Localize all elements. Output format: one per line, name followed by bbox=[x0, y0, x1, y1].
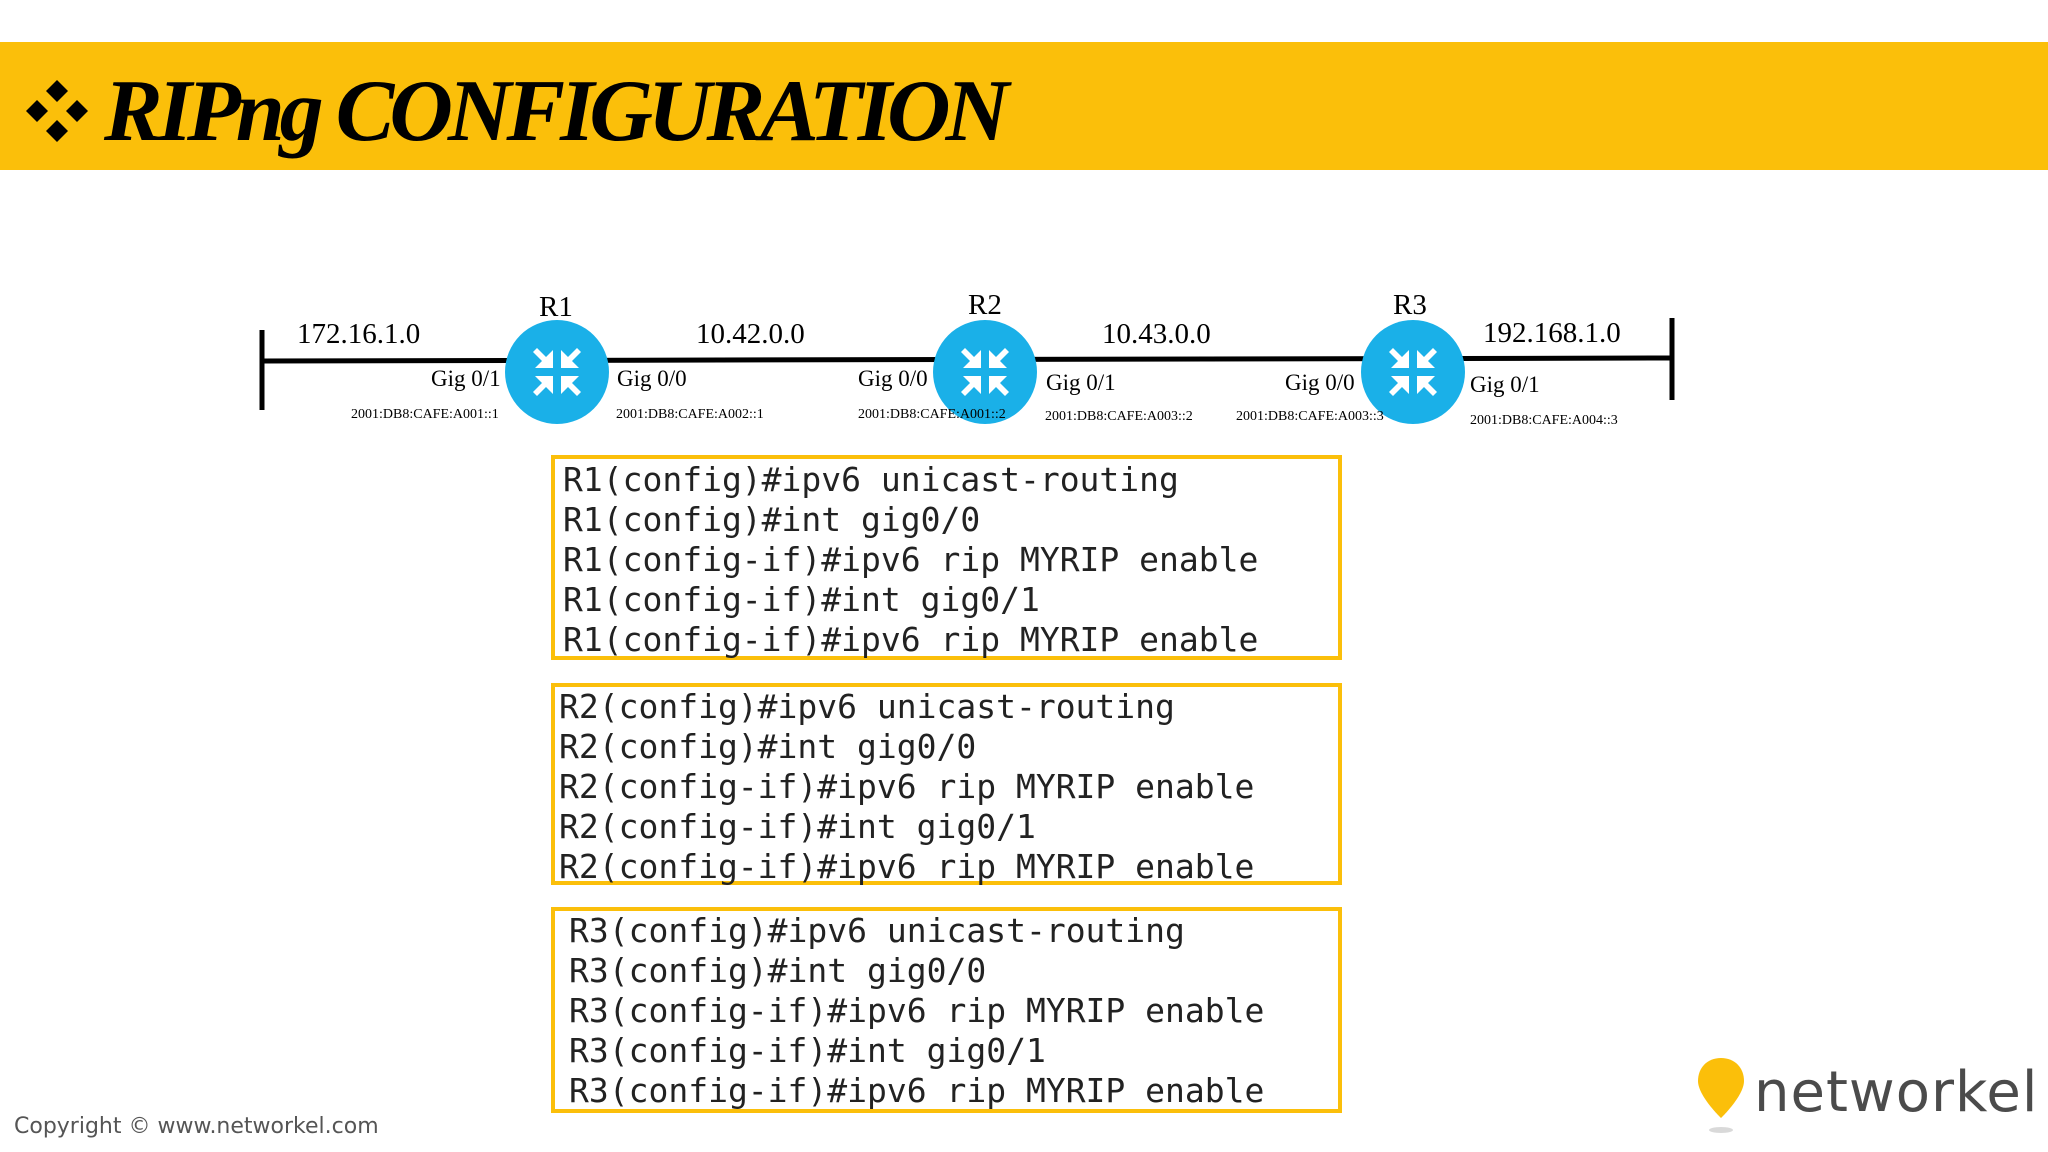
config-line: R3(config-if)#ipv6 rip MYRIP enable bbox=[569, 1071, 1265, 1110]
config-line: R3(config-if)#ipv6 rip MYRIP enable bbox=[569, 991, 1265, 1030]
interface-label: Gig 0/1 bbox=[431, 366, 501, 391]
copyright-text: Copyright © www.networkel.com bbox=[14, 1114, 379, 1139]
interface-address: 2001:DB8:CAFE:A003::2 bbox=[1045, 409, 1193, 424]
network-label: 10.42.0.0 bbox=[696, 318, 805, 350]
networkel-logo bbox=[1696, 1056, 2039, 1136]
interface-address: 2001:DB8:CAFE:A001::1 bbox=[351, 407, 499, 422]
interface-address: 2001:DB8:CAFE:A001::2 bbox=[858, 407, 1006, 422]
config-box-r2 bbox=[551, 683, 1342, 885]
config-line: R1(config-if)#int gig0/1 bbox=[563, 580, 1040, 619]
router-icon-r1 bbox=[505, 320, 609, 424]
interface-label: Gig 0/0 bbox=[617, 366, 687, 391]
page-title: RIPng CONFIGURATION bbox=[104, 63, 1005, 160]
logo-text: networkel bbox=[1754, 1060, 2039, 1125]
config-box-r1 bbox=[551, 455, 1342, 660]
interface-address: 2001:DB8:CAFE:A003::3 bbox=[1236, 409, 1384, 424]
config-line: R3(config)#int gig0/0 bbox=[569, 951, 987, 990]
config-line: R1(config)#ipv6 unicast-routing bbox=[563, 460, 1179, 499]
config-line: R2(config)#int gig0/0 bbox=[559, 727, 977, 766]
network-label: 10.43.0.0 bbox=[1102, 318, 1211, 350]
network-label: 192.168.1.0 bbox=[1483, 317, 1621, 349]
config-line: R1(config-if)#ipv6 rip MYRIP enable bbox=[563, 620, 1259, 659]
router-name-r3: R3 bbox=[1393, 289, 1427, 321]
config-line: R2(config-if)#ipv6 rip MYRIP enable bbox=[559, 847, 1255, 886]
interface-label: Gig 0/1 bbox=[1470, 372, 1540, 397]
config-line: R3(config)#ipv6 unicast-routing bbox=[569, 911, 1185, 950]
interface-label: Gig 0/1 bbox=[1046, 370, 1116, 395]
config-line: R3(config-if)#int gig0/1 bbox=[569, 1031, 1046, 1070]
interface-address: 2001:DB8:CAFE:A004::3 bbox=[1470, 413, 1618, 428]
router-name-r2: R2 bbox=[968, 289, 1002, 321]
config-line: R2(config)#ipv6 unicast-routing bbox=[559, 687, 1175, 726]
interface-label: Gig 0/0 bbox=[858, 366, 928, 391]
config-box-r3 bbox=[551, 907, 1342, 1113]
config-line: R1(config-if)#ipv6 rip MYRIP enable bbox=[563, 540, 1259, 579]
map-pin-icon bbox=[1696, 1056, 1746, 1136]
config-line: R2(config-if)#int gig0/1 bbox=[559, 807, 1036, 846]
config-line: R2(config-if)#ipv6 rip MYRIP enable bbox=[559, 767, 1255, 806]
router-name-r1: R1 bbox=[539, 291, 573, 323]
interface-address: 2001:DB8:CAFE:A002::1 bbox=[616, 407, 764, 422]
network-topology-diagram bbox=[0, 0, 2048, 440]
interface-label: Gig 0/0 bbox=[1285, 370, 1355, 395]
config-line: R1(config)#int gig0/0 bbox=[563, 500, 981, 539]
network-label: 172.16.1.0 bbox=[297, 318, 421, 350]
